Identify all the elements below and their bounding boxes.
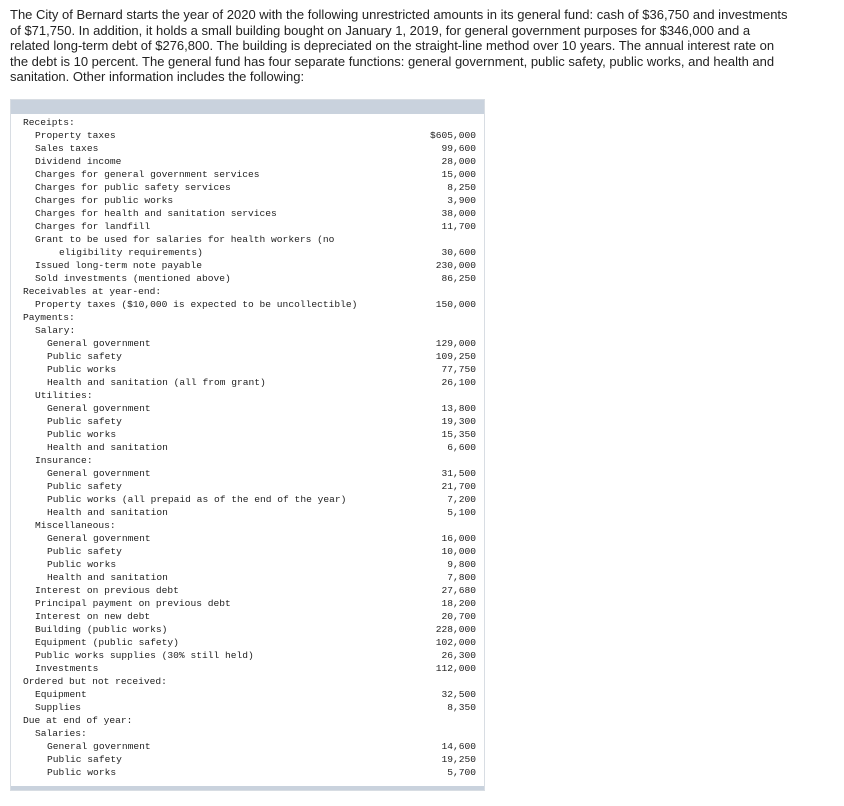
row-label: Public works (all prepaid as of the end of the year) bbox=[47, 494, 347, 505]
row-label: Payments: bbox=[23, 312, 75, 323]
table-row bbox=[11, 350, 484, 363]
table-row bbox=[11, 441, 484, 454]
row-label: Public works bbox=[47, 364, 117, 375]
row-amount: 27,680 bbox=[441, 585, 476, 596]
row-amount: 38,000 bbox=[441, 208, 476, 219]
table-row bbox=[11, 675, 484, 688]
table-row bbox=[11, 168, 484, 181]
table-row bbox=[11, 311, 484, 324]
table-row bbox=[11, 259, 484, 272]
table-row bbox=[11, 714, 484, 727]
row-label: Charges for landfill bbox=[35, 221, 151, 232]
row-amount: 230,000 bbox=[435, 260, 476, 271]
row-label: Sales taxes bbox=[35, 143, 99, 154]
information-table bbox=[10, 99, 485, 791]
row-label: Grant to be used for salaries for health workers (no bbox=[35, 234, 335, 245]
row-amount: 19,300 bbox=[441, 416, 476, 427]
row-label: Health and sanitation bbox=[47, 572, 168, 583]
table-row bbox=[11, 597, 484, 610]
table-row bbox=[11, 467, 484, 480]
table-row bbox=[11, 376, 484, 389]
table-row bbox=[11, 129, 484, 142]
row-amount: 77,750 bbox=[441, 364, 476, 375]
problem-intro-text: The City of Bernard starts the year of 2020 with the following unrestricted amounts in its general fund: cash of $36,750 and investments of $71,750. In addition, it holds a small building bought on January 1, 2019, for general government purposes for $346,000 and a related long-term debt of $276,800. The building is depreciated on the straight-line method over 10 years. The annual interest rate on the debt is 10 percent. The general fund has four separate functions: general government, public safety, public works, and health and sanitation. Other information includes the following: bbox=[10, 7, 788, 85]
table-row bbox=[11, 506, 484, 519]
row-amount: $605,000 bbox=[429, 130, 476, 141]
table-header-bar bbox=[11, 100, 484, 114]
row-label: Property taxes ($10,000 is expected to be uncollectible) bbox=[35, 299, 358, 310]
row-label: Charges for general government services bbox=[35, 169, 260, 180]
table-row bbox=[11, 142, 484, 155]
table-row bbox=[11, 337, 484, 350]
row-amount: 32,500 bbox=[441, 689, 476, 700]
row-label: Insurance: bbox=[35, 455, 93, 466]
row-amount: 10,000 bbox=[441, 546, 476, 557]
row-label: Equipment bbox=[35, 689, 87, 700]
row-amount: 8,250 bbox=[447, 182, 476, 193]
row-label: Public safety bbox=[47, 481, 122, 492]
row-amount: 18,200 bbox=[441, 598, 476, 609]
row-amount: 112,000 bbox=[435, 663, 476, 674]
row-label: Receipts: bbox=[23, 117, 75, 128]
row-label: Interest on previous debt bbox=[35, 585, 179, 596]
row-amount: 19,250 bbox=[441, 754, 476, 765]
row-amount: 3,900 bbox=[447, 195, 476, 206]
row-label: Public safety bbox=[47, 546, 122, 557]
row-label: Health and sanitation bbox=[47, 442, 168, 453]
row-label: Ordered but not received: bbox=[23, 676, 167, 687]
row-amount: 9,800 bbox=[447, 559, 476, 570]
row-label: Public works bbox=[47, 429, 117, 440]
table-row bbox=[11, 454, 484, 467]
table-row bbox=[11, 545, 484, 558]
row-label: Issued long-term note payable bbox=[35, 260, 202, 271]
table-row bbox=[11, 233, 484, 246]
table-row bbox=[11, 363, 484, 376]
row-label: Salaries: bbox=[35, 728, 87, 739]
row-label: Public safety bbox=[47, 351, 122, 362]
table-row bbox=[11, 727, 484, 740]
table-row bbox=[11, 519, 484, 532]
row-label: General government bbox=[47, 338, 151, 349]
table-row bbox=[11, 480, 484, 493]
row-label: Health and sanitation bbox=[47, 507, 168, 518]
row-amount: 5,100 bbox=[447, 507, 476, 518]
row-amount: 28,000 bbox=[441, 156, 476, 167]
row-label: General government bbox=[47, 533, 151, 544]
table-row bbox=[11, 558, 484, 571]
row-label: Health and sanitation (all from grant) bbox=[47, 377, 266, 388]
table-row bbox=[11, 532, 484, 545]
row-label: Charges for health and sanitation services bbox=[35, 208, 277, 219]
row-label: Charges for public safety services bbox=[35, 182, 231, 193]
row-amount: 129,000 bbox=[435, 338, 476, 349]
row-amount: 7,800 bbox=[447, 572, 476, 583]
table-row bbox=[11, 753, 484, 766]
table-row bbox=[11, 623, 484, 636]
table-row bbox=[11, 584, 484, 597]
row-label: Interest on new debt bbox=[35, 611, 151, 622]
row-label: Principal payment on previous debt bbox=[35, 598, 231, 609]
row-amount: 7,200 bbox=[447, 494, 476, 505]
table-row bbox=[11, 571, 484, 584]
row-label: Investments bbox=[35, 663, 99, 674]
table-row bbox=[11, 389, 484, 402]
row-amount: 20,700 bbox=[441, 611, 476, 622]
row-amount: 6,600 bbox=[447, 442, 476, 453]
row-amount: 5,700 bbox=[447, 767, 476, 778]
row-label: Dividend income bbox=[35, 156, 122, 167]
row-label: General government bbox=[47, 741, 151, 752]
row-label: General government bbox=[47, 403, 151, 414]
row-label: Miscellaneous: bbox=[35, 520, 116, 531]
table-row bbox=[11, 116, 484, 129]
table-row bbox=[11, 220, 484, 233]
table-row bbox=[11, 610, 484, 623]
row-amount: 109,250 bbox=[435, 351, 476, 362]
table-row bbox=[11, 298, 484, 311]
row-amount: 21,700 bbox=[441, 481, 476, 492]
row-amount: 102,000 bbox=[435, 637, 476, 648]
row-label: General government bbox=[47, 468, 151, 479]
table-row bbox=[11, 415, 484, 428]
row-amount: 150,000 bbox=[435, 299, 476, 310]
row-amount: 30,600 bbox=[441, 247, 476, 258]
row-label: Public works bbox=[47, 767, 117, 778]
table-row bbox=[11, 155, 484, 168]
row-amount: 99,600 bbox=[441, 143, 476, 154]
row-label: Public works bbox=[47, 559, 117, 570]
table-row bbox=[11, 272, 484, 285]
row-label: Charges for public works bbox=[35, 195, 174, 206]
table-row bbox=[11, 636, 484, 649]
row-amount: 11,700 bbox=[441, 221, 476, 232]
row-amount: 86,250 bbox=[441, 273, 476, 284]
table-row bbox=[11, 324, 484, 337]
row-amount: 26,100 bbox=[441, 377, 476, 388]
row-amount: 13,800 bbox=[441, 403, 476, 414]
table-footer-bar bbox=[11, 786, 484, 790]
row-amount: 14,600 bbox=[441, 741, 476, 752]
table-row bbox=[11, 285, 484, 298]
table-row bbox=[11, 688, 484, 701]
row-amount: 228,000 bbox=[435, 624, 476, 635]
table-row bbox=[11, 207, 484, 220]
row-amount: 31,500 bbox=[441, 468, 476, 479]
table-row bbox=[11, 649, 484, 662]
row-label: Equipment (public safety) bbox=[35, 637, 179, 648]
row-label: Receivables at year-end: bbox=[23, 286, 162, 297]
row-label: Due at end of year: bbox=[23, 715, 133, 726]
row-amount: 26,300 bbox=[441, 650, 476, 661]
table-row bbox=[11, 701, 484, 714]
table-row bbox=[11, 766, 484, 779]
row-amount: 15,000 bbox=[441, 169, 476, 180]
table-row bbox=[11, 493, 484, 506]
row-amount: 16,000 bbox=[441, 533, 476, 544]
table-row bbox=[11, 402, 484, 415]
row-amount: 15,350 bbox=[441, 429, 476, 440]
table-row bbox=[11, 428, 484, 441]
table-row bbox=[11, 246, 484, 259]
row-amount: 8,350 bbox=[447, 702, 476, 713]
row-label: Salary: bbox=[35, 325, 76, 336]
row-label: Property taxes bbox=[35, 130, 116, 141]
row-label: Supplies bbox=[35, 702, 82, 713]
row-label: Sold investments (mentioned above) bbox=[35, 273, 231, 284]
table-row bbox=[11, 181, 484, 194]
row-label: Building (public works) bbox=[35, 624, 168, 635]
table-row bbox=[11, 194, 484, 207]
table-row bbox=[11, 740, 484, 753]
row-label: Public safety bbox=[47, 416, 122, 427]
row-label: eligibility requirements) bbox=[59, 247, 203, 258]
row-label: Utilities: bbox=[35, 390, 93, 401]
row-label: Public safety bbox=[47, 754, 122, 765]
row-label: Public works supplies (30% still held) bbox=[35, 650, 254, 661]
table-row bbox=[11, 662, 484, 675]
table-rows bbox=[11, 116, 484, 779]
